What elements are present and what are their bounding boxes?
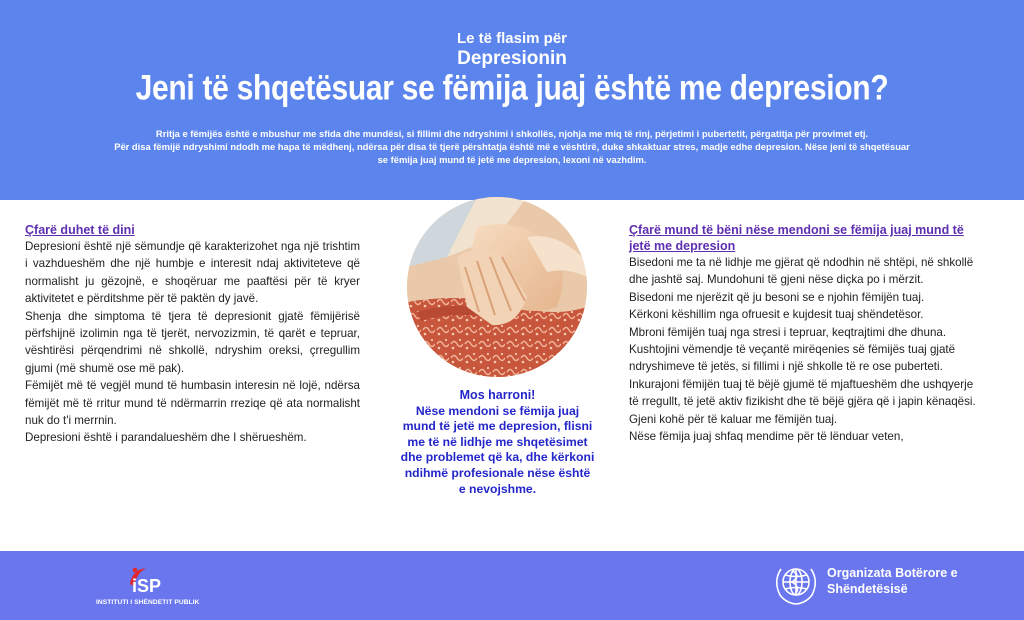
isp-mark-icon [126,564,166,596]
hands-photo [407,197,587,377]
intro-text [110,127,914,166]
list-item: Kërkoni këshillim nga ofruesit e kujdesit tuaj shëndetësor. [629,308,924,322]
hands-illustration [407,197,587,377]
reminder-title: Mos harroni! [459,388,536,402]
reminder-body: Nëse mendoni se fëmija juaj mund të jetë me depresion, flisni me të në lidhje me shqetësimet dhe problemet që ka, dhe kërkoni ndihmë profesionale nëse është e nevojshme. [400,403,595,496]
who-emblem-icon [771,561,821,607]
intro-line-2: Për disa fëmijë ndryshimi ndodh me hapa të mëdhenj, ndërsa për disa të tjerë përshtatja është më e vështirë, duke shkaktuar stres, madje edhe depresion. Nëse jeni të shqetësuar se fëmija juaj mund të jetë me depresion, lexoni në vazhdim. [114,141,910,165]
page-title: Jeni të shqetësuar se fëmija juaj është me depresion? [135,68,889,108]
who-name: Organizata Botërore e Shëndetësisë [827,566,958,596]
left-paragraph: Depresioni është një sëmundje që karakterizohet nga një trishtim i vazhdueshëm dhe një humbje e interesit ndaj aktiviteteve që normalisht ju gëzojnë, e shoqëruar me paaftësi për të kryer aktivitetet e përditshme për të paktën dy javë. [25,240,360,306]
isp-name: INSTITUTI I SHËNDETIT PUBLIK [96,599,200,606]
header-main-word: Depresionin [457,48,567,69]
isp-mark-text: iSP [132,576,162,596]
isp-logo [96,564,206,612]
left-heading: Çfarë duhet të dini [25,223,135,237]
list-item: Bisedoni me njerëzit që ju besoni se e njohin fëmijën tuaj. [629,290,925,304]
left-paragraph: Fëmijët më të vegjël mund të humbasin interesin në lojë, ndërsa fëmijët më të rritur mund të ndërmarrin rreziqe që ata normalisht nuk do t'i merrnin. [25,379,360,428]
header-banner [0,0,1024,200]
list-item: Mbroni fëmijën tuaj nga stresi i tepruar, keqtrajtimi dhe dhuna. [629,325,947,339]
list-item: Bisedoni me ta në lidhje me gjërat që ndodhin në shtëpi, në shkollë dhe jashtë saj. Mundohuni të gjeni nëse diçka po i mërzit. [629,256,974,287]
header-kicker: Le të flasim për [456,30,568,47]
list-item: Gjeni kohë për të kaluar me fëmijën tuaj. [629,412,838,426]
left-column [25,222,360,447]
list-item: Nëse fëmija juaj shfaq mendime për të lënduar veten, [629,430,904,444]
reminder-box [400,388,595,497]
left-paragraph: Depresioni është i parandalueshëm dhe I shërueshëm. [25,431,307,445]
list-item: Inkurajoni fëmijën tuaj të bëjë gjumë të mjaftueshëm dhe ushqyerje të rregullt, të jetë aktiv fizikisht dhe të bëjë gjëra që i japin kënaqësi. [629,377,976,409]
left-paragraph: Shenja dhe simptoma të tjera të depresionit gjatë fëmijërisë përfshijnë izolimin nga të tjerët, nervozizmin, të qarët e tepruar, vështirësi përqendrimi në shkollë, ndryshim oreksi, çrregullim gjumi (më shumë ose më pak). [25,309,360,375]
right-heading: Çfarë mund të bëni nëse mendoni se fëmija juaj mund të jetë me depresion [629,223,964,253]
intro-line-1: Rritja e fëmijës është e mbushur me sfida dhe mundësi, si fillimi dhe ndryshimi i shkollës, njohja me miq të rinj, përjetimi i pubertetit, përgatitja për provimet etj. [155,128,869,139]
right-column [629,222,981,445]
list-item: Kushtojini vëmendje të veçantë mirëqenies së fëmijës tuaj gjatë ndryshimeve të jetës, si fillimi i një shkolle të re ose puberteti. [629,343,956,374]
